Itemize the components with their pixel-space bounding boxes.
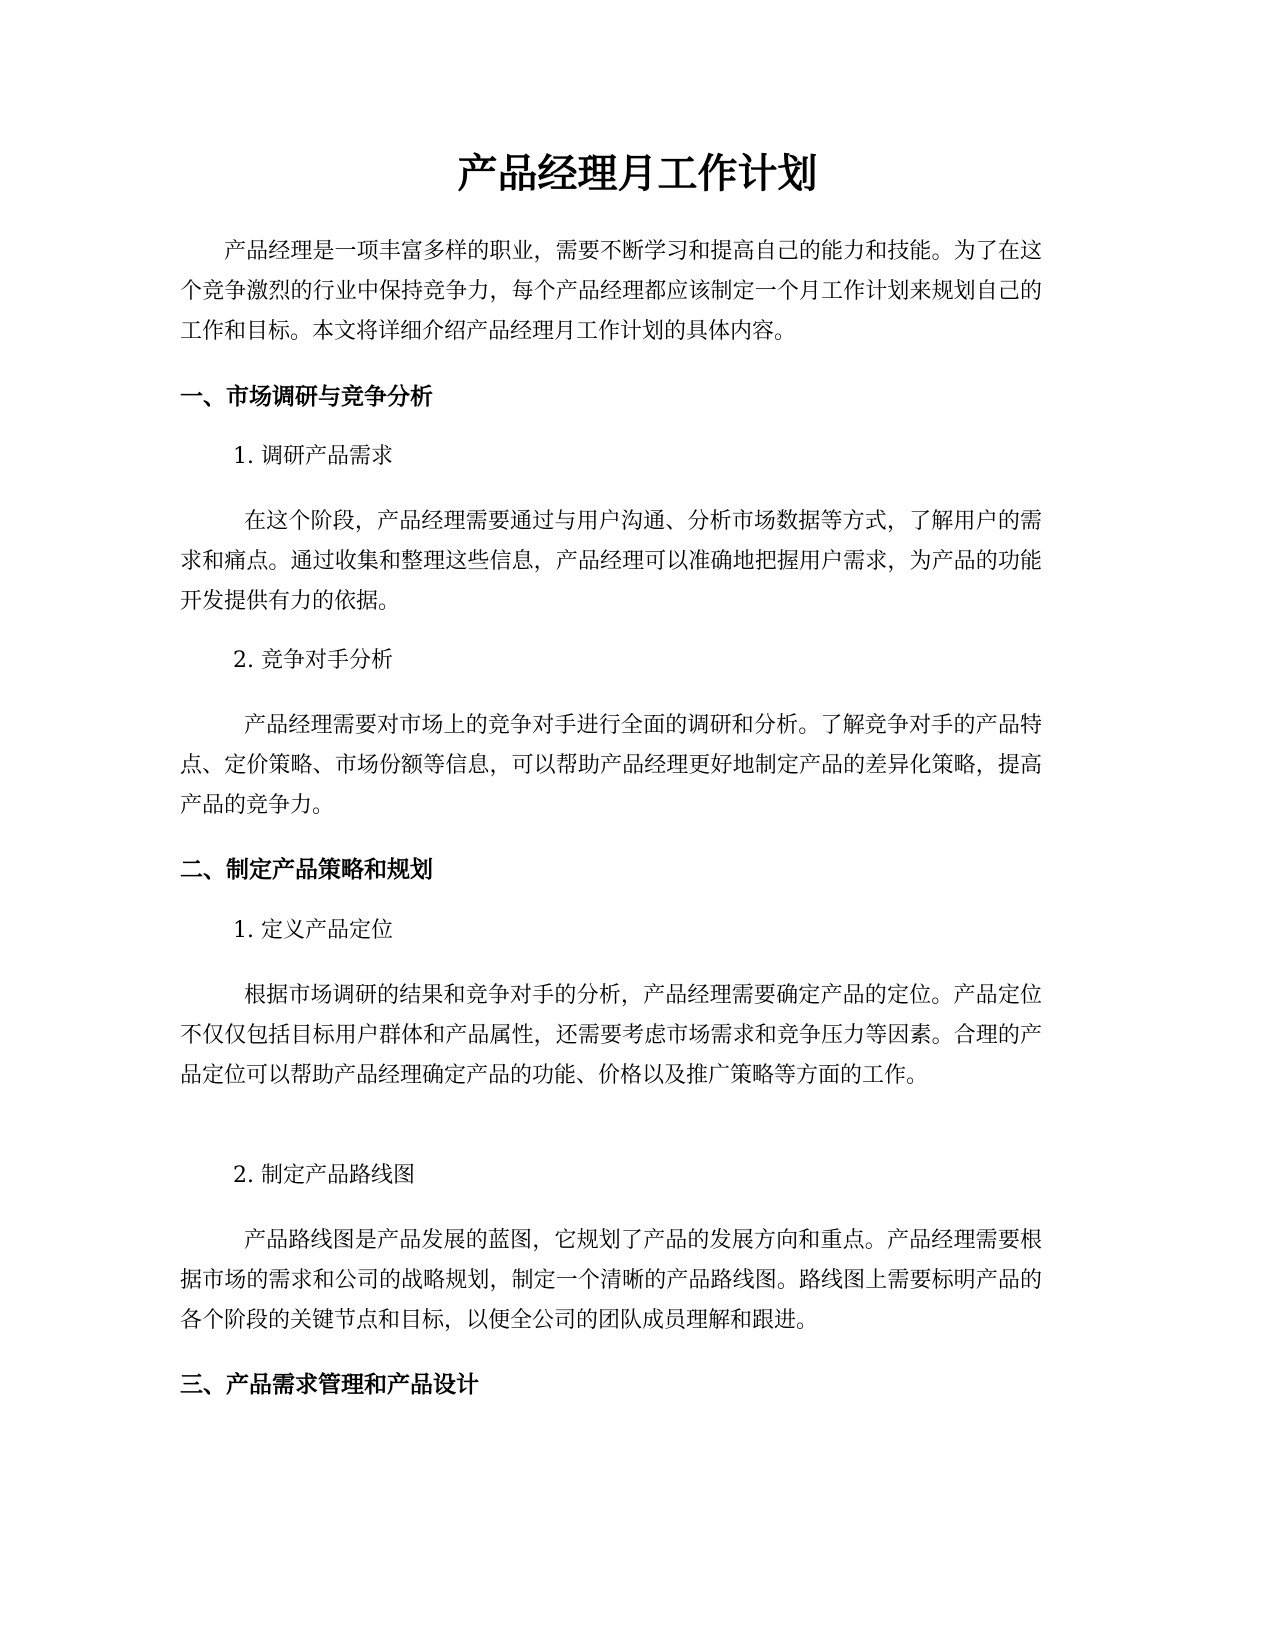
section-heading-product-strategy: 二、制定产品策略和规划 (180, 857, 433, 883)
subsection-title-product-roadmap: 2. 制定产品路线图 (233, 1163, 415, 1188)
subsection-title-user-needs: 1. 调研产品需求 (233, 444, 393, 469)
intro-paragraph: 产品经理是一项丰富多样的职业，需要不断学习和提高自己的能力和技能。为了在这个竞争激烈的行业中保持竞争力，每个产品经理都应该制定一个月工作计划来规划自己的工作和目标。本文将详细介绍产品经理月工作计划的具体内容。 (180, 239, 1042, 344)
subsection-body-user-needs: 在这个阶段，产品经理需要通过与用户沟通、分析市场数据等方式，了解用户的需求和痛点。通过收集和整理这些信息，产品经理可以准确地把握用户需求，为产品的功能开发提供有力的依据。 (180, 509, 1042, 614)
subsection-body-product-roadmap: 产品路线图是产品发展的蓝图，它规划了产品的发展方向和重点。产品经理需要根据市场的需求和公司的战略规划，制定一个清晰的产品路线图。路线图上需要标明产品的各个阶段的关键节点和目标，以便全公司的团队成员理解和跟进。 (180, 1228, 1042, 1333)
subsection-body-product-positioning: 根据市场调研的结果和竞争对手的分析，产品经理需要确定产品的定位。产品定位不仅仅包括目标用户群体和产品属性，还需要考虑市场需求和竞争压力等因素。合理的产品定位可以帮助产品经理确定产品的功能、价格以及推广策略等方面的工作。 (180, 983, 1042, 1088)
document-title: 产品经理月工作计划 (457, 151, 818, 197)
subsection-title-product-positioning: 1. 定义产品定位 (233, 918, 393, 943)
subsection-title-competitor-analysis: 2. 竞争对手分析 (233, 648, 393, 673)
section-heading-market-research: 一、市场调研与竞争分析 (180, 384, 433, 410)
section-heading-requirements-design: 三、产品需求管理和产品设计 (180, 1372, 479, 1398)
subsection-body-competitor-analysis: 产品经理需要对市场上的竞争对手进行全面的调研和分析。了解竞争对手的产品特点、定价策略、市场份额等信息，可以帮助产品经理更好地制定产品的差异化策略，提高产品的竞争力。 (180, 713, 1042, 818)
